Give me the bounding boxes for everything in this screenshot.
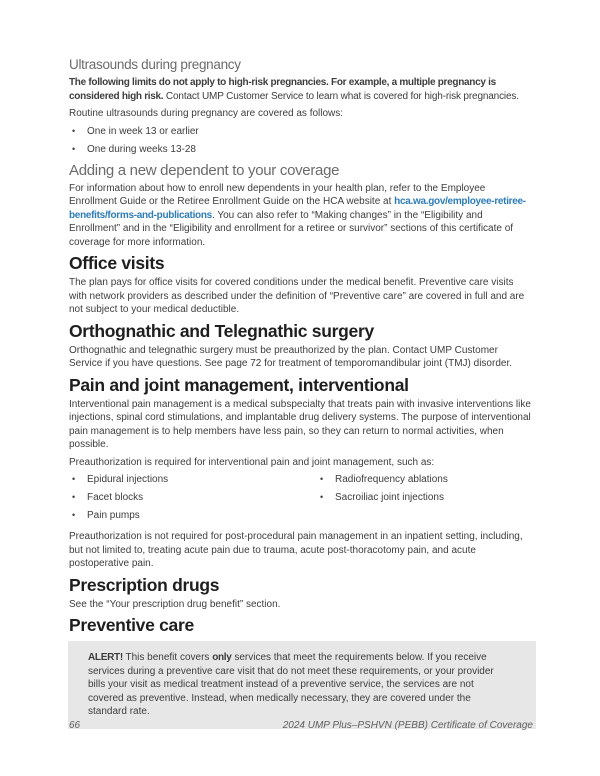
bullet-icon: • xyxy=(320,474,324,484)
list-item xyxy=(69,473,317,487)
list-item xyxy=(317,473,533,487)
regular-text: For information about how to enroll new dependents in your health plan, refer to the Employee Enrollment Guide or the Retiree Enrollment Guide on the HCA website at xyxy=(69,182,486,207)
list-item-text: Sacroiliac joint injections xyxy=(335,492,444,503)
paragraph-preauth-not-required: Preauthorization is not required for post-procedural pain management in an inpatient setting, including, but not limited to, treating acute pain due to trauma, acute post-thoracotomy pain, and acute postoperative pain. xyxy=(69,531,523,569)
list-item-text: Pain pumps xyxy=(87,510,140,521)
heading-preventive-care: Preventive care xyxy=(69,615,194,635)
paragraph-pain-management: Interventional pain management is a medical subspecialty that treats pain with invasive interventions like injections, spinal cord stimulations, and implantable drug delivery systems. The purpose of interventional pain management is to help members have less pain, so they can return to normal activities, when possible. xyxy=(69,398,531,450)
page-content xyxy=(69,56,533,638)
paragraph-routine-ultrasounds: Routine ultrasounds during pregnancy are covered as follows: xyxy=(69,108,344,119)
list-item xyxy=(69,125,533,139)
list-item-text: Facet blocks xyxy=(87,492,144,503)
footer-document-title: 2024 UMP Plus–PSHVN (PEBB) Certificate of Coverage xyxy=(282,720,533,731)
bold-text: The following limits do not apply to high-risk pregnancies. For example, a multiple pregnancy is considered high risk. xyxy=(69,77,496,102)
list-item-text: One in week 13 or earlier xyxy=(87,125,199,137)
page-number: 66 xyxy=(69,720,81,731)
heading-office-visits: Office visits xyxy=(69,253,165,273)
paragraph-high-risk-limits xyxy=(69,76,533,103)
paragraph-office-visits: The plan pays for office visits for covered conditions under the medical benefit. Preventive care visits with network providers as described under the definition of “Preventive care” are covered in full and are not subject to your medical deductible. xyxy=(69,277,525,315)
preauth-bullet-columns xyxy=(69,473,533,527)
regular-text: This benefit covers xyxy=(122,652,213,663)
page-footer xyxy=(69,720,533,731)
list-item xyxy=(69,143,533,157)
bullet-icon: • xyxy=(72,510,76,520)
list-item-text: One during weeks 13-28 xyxy=(87,143,196,155)
paragraph-preauth-required: Preauthorization is required for interventional pain and joint management, such as: xyxy=(69,456,435,468)
bullet-icon: • xyxy=(72,474,76,484)
bullet-column-left xyxy=(69,473,317,527)
alert-label: ALERT! xyxy=(88,652,123,663)
paragraph-prescription-drugs: See the “Your prescription drug benefit” section. xyxy=(69,598,281,610)
list-item xyxy=(317,491,533,505)
bold-text: only xyxy=(212,652,232,663)
alert-callout-box xyxy=(68,641,536,729)
heading-orthognathic-telegnathic-surgery: Orthognathic and Telegnathic surgery xyxy=(69,320,374,341)
heading-ultrasounds-during-pregnancy: Ultrasounds during pregnancy xyxy=(69,57,241,72)
ultrasound-bullet-list xyxy=(69,125,533,157)
list-item xyxy=(69,491,317,505)
bullet-icon: • xyxy=(72,125,76,136)
heading-adding-dependent: Adding a new dependent to your coverage xyxy=(69,161,340,179)
hca-website-link[interactable]: hca.wa.gov/employee-retiree-benefits/forms-and-publications xyxy=(69,196,526,221)
paragraph-orthognathic: Orthognathic and telegnathic surgery must be preauthorized by the plan. Contact UMP Customer Service if you have questions. See page 72 for treatment of temporomandibular joint (TMJ) disorder. xyxy=(69,344,513,369)
heading-pain-joint-management: Pain and joint management, interventional xyxy=(69,374,409,395)
regular-text: Contact UMP Customer Service to learn what is covered for high-risk pregnancies. xyxy=(163,90,519,102)
bullet-icon: • xyxy=(320,492,324,502)
heading-prescription-drugs: Prescription drugs xyxy=(69,574,220,595)
regular-text: . You can also refer to “Making changes” in the “Eligibility and Enrollment” and in the “Eligibility and enrollment for a retiree or survivor” sections of this certificate of coverage for more information. xyxy=(69,209,514,248)
list-item xyxy=(69,509,317,523)
list-item-text: Epidural injections xyxy=(87,474,169,485)
regular-text: services that meet the requirements below. If you receive services during a preventive care visit that do not meet these requirements, or your provider bills your visit as medical treatment instead of a preventive service, the services are not covered as preventive. Instead, when medically necessary, they are covered under the standard rate. xyxy=(88,652,494,717)
paragraph-adding-dependent xyxy=(69,182,533,250)
bullet-icon: • xyxy=(72,143,76,154)
bullet-column-right xyxy=(317,473,533,527)
list-item-text: Radiofrequency ablations xyxy=(335,474,448,485)
bullet-icon: • xyxy=(72,492,76,502)
